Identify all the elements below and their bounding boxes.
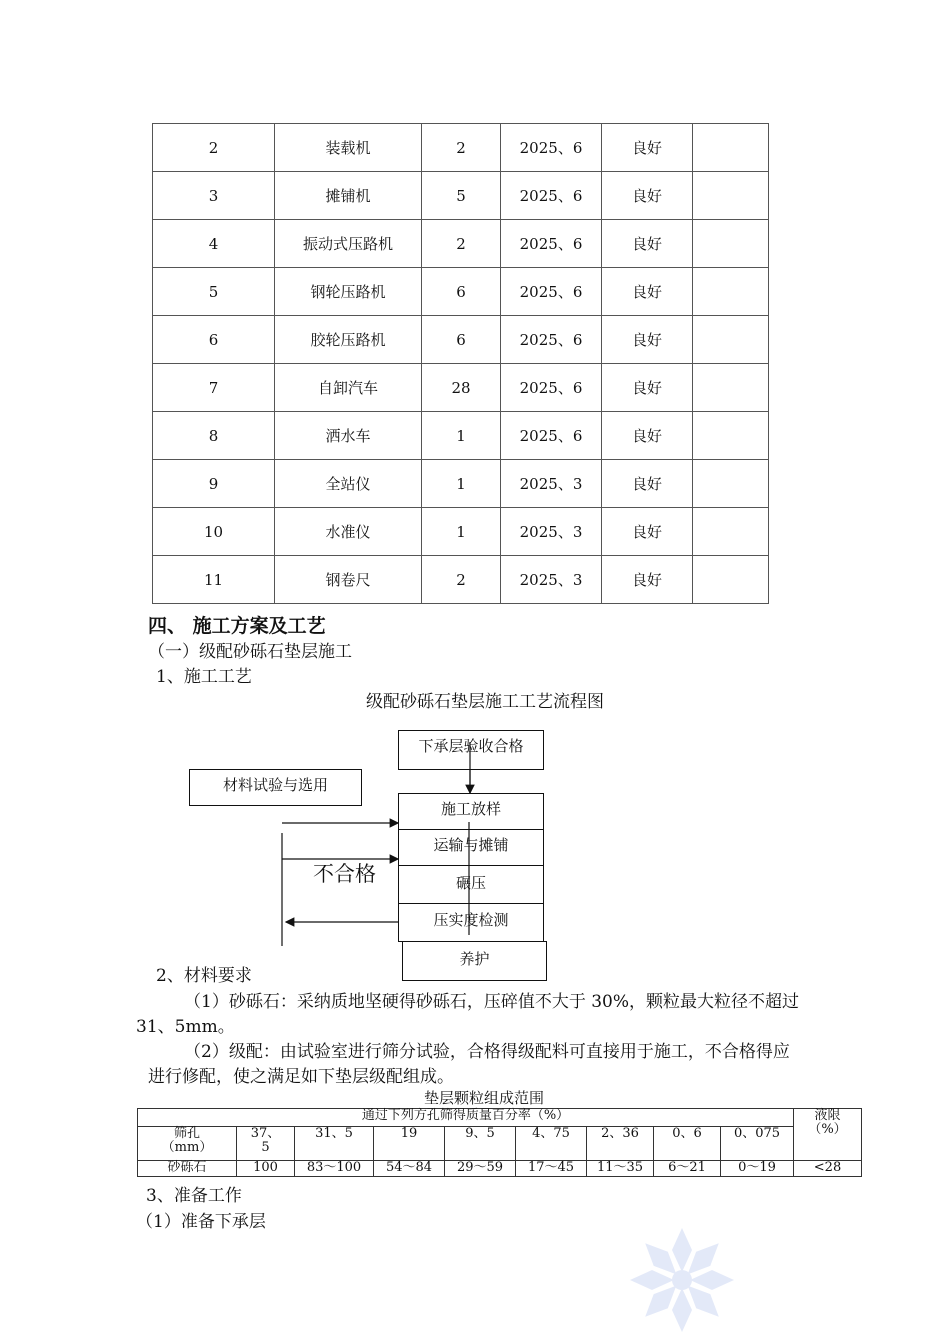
cell-quantity: 1 [422,460,501,508]
preparation-heading: 3、准备工作 [146,1186,242,1206]
cell-quantity: 2 [422,124,501,172]
cell-equipment-name: 装载机 [275,124,422,172]
material-name-cell: 砂砾石 [138,1161,237,1177]
cell-row-number: 10 [153,508,275,556]
cell-equipment-name: 水准仪 [275,508,422,556]
grading-value-cell: 29～59 [445,1161,516,1177]
sieve-unit: （mm） [161,1140,213,1155]
cell-equipment-name: 自卸汽车 [275,364,422,412]
cell-row-number: 11 [153,556,275,604]
cell-equipment-name: 胶轮压路机 [275,316,422,364]
flow-box-transport: 运输与摊铺 [398,829,544,866]
subsection-heading: （一）级配砂砾石垫层施工 [148,642,352,662]
cell-row-number: 9 [153,460,275,508]
section-heading: 四、 施工方案及工艺 [148,615,326,637]
sieve-size-cell: 19 [374,1127,445,1161]
sieve-size-cell: 2、36 [587,1127,654,1161]
cell-equipment-name: 全站仪 [275,460,422,508]
cell-row-number: 2 [153,124,275,172]
cell-quantity: 2 [422,556,501,604]
cell-condition: 良好 [602,412,693,460]
cell-date: 2025、3 [501,508,602,556]
flow-box-lower-layer: 下承层验收合格 [398,730,544,770]
snowflake-logo-icon [622,1220,742,1340]
cell-row-number: 4 [153,220,275,268]
grading-liquid-limit-header [794,1109,862,1161]
grading-value-cell: 6～21 [654,1161,721,1177]
cell-equipment-name: 钢卷尺 [275,556,422,604]
flow-fail-label: 不合格 [313,862,376,886]
grading-value-cell: 17～45 [516,1161,587,1177]
cell-row-number: 3 [153,172,275,220]
logo-petal [630,1270,674,1290]
cell-condition: 良好 [602,364,693,412]
grading-table-caption: 垫层颗粒组成范围 [424,1089,545,1107]
preparation-sub1: （1）准备下承层 [136,1212,266,1232]
sieve-size-cell: 31、5 [295,1127,374,1161]
sieve-label: 筛孔 [173,1126,200,1141]
liquid-limit-label: 液限 [814,1108,841,1123]
grading-value-cell: 100 [237,1161,295,1177]
cell-date: 2025、6 [501,364,602,412]
cell-quantity: 1 [422,508,501,556]
cell-condition: 良好 [602,508,693,556]
grading-value-cell: 11～35 [587,1161,654,1177]
cell-quantity: 2 [422,220,501,268]
materials-p2-line2: 进行修配，使之满足如下垫层级配组成。 [148,1067,454,1087]
cell-date: 2025、3 [501,460,602,508]
flow-box-curing: 养护 [402,941,547,981]
cell-date: 2025、6 [501,412,602,460]
cell-row-number: 8 [153,412,275,460]
grading-header-span: 通过下列方孔筛得质量百分率（%） [138,1109,794,1127]
process-heading: 1、施工工艺 [156,667,252,687]
grading-value-cell: 0～19 [721,1161,794,1177]
logo-petal [672,1288,692,1332]
materials-heading: 2、材料要求 [156,966,252,986]
sieve-size-first: 37、 [250,1126,281,1141]
liquid-limit-value-cell: <28 [794,1161,862,1177]
cell-quantity: 6 [422,316,501,364]
cell-condition: 良好 [602,172,693,220]
logo-petal [690,1270,734,1290]
sieve-size-cell: 4、75 [516,1127,587,1161]
liquid-limit-unit: （%） [808,1122,847,1137]
grading-value-cell: 54～84 [374,1161,445,1177]
flow-box-density-check: 压实度检测 [398,903,544,942]
cell-row-number: 7 [153,364,275,412]
materials-p2-line1: （2）级配：由试验室进行筛分试验，合格得级配料可直接用于施工，不合格得应 [184,1042,790,1062]
cell-row-number: 5 [153,268,275,316]
grading-value-cell: 83～100 [295,1161,374,1177]
sieve-label-cell [138,1127,237,1161]
cell-equipment-name: 钢轮压路机 [275,268,422,316]
flowchart-title: 级配砂砾石垫层施工工艺流程图 [366,692,604,712]
sieve-size-cell: 0、6 [654,1127,721,1161]
flow-box-compaction: 碾压 [398,865,544,904]
materials-p1-line2: 31、5mm。 [136,1017,235,1037]
logo-petal [672,1228,692,1272]
cell-date: 2025、6 [501,268,602,316]
logo-center [672,1270,692,1290]
materials-p1-line1: （1）砂砾石：采纳质地坚硬得砂砾石，压碎值不大于 30%，颗粒最大粒径不超过 [184,992,800,1012]
cell-quantity: 6 [422,268,501,316]
cell-condition: 良好 [602,460,693,508]
cell-condition: 良好 [602,268,693,316]
cell-date: 2025、6 [501,316,602,364]
sieve-size-cell: 0、075 [721,1127,794,1161]
cell-quantity: 5 [422,172,501,220]
cell-condition: 良好 [602,220,693,268]
cell-condition: 良好 [602,556,693,604]
cell-equipment-name: 振动式压路机 [275,220,422,268]
cell-row-number: 6 [153,316,275,364]
sieve-size-cell [237,1127,295,1161]
cell-quantity: 1 [422,412,501,460]
flow-box-material-test: 材料试验与选用 [189,769,362,806]
flow-box-layout: 施工放样 [398,793,544,830]
cell-date: 2025、6 [501,172,602,220]
cell-date: 2025、3 [501,556,602,604]
cell-condition: 良好 [602,316,693,364]
cell-equipment-name: 摊铺机 [275,172,422,220]
cell-condition: 良好 [602,124,693,172]
cell-date: 2025、6 [501,220,602,268]
cell-quantity: 28 [422,364,501,412]
sieve-size-cell: 9、5 [445,1127,516,1161]
cell-date: 2025、6 [501,124,602,172]
grading-table [137,1108,862,1177]
sieve-size-first-cont: 5 [261,1140,270,1155]
cell-equipment-name: 洒水车 [275,412,422,460]
